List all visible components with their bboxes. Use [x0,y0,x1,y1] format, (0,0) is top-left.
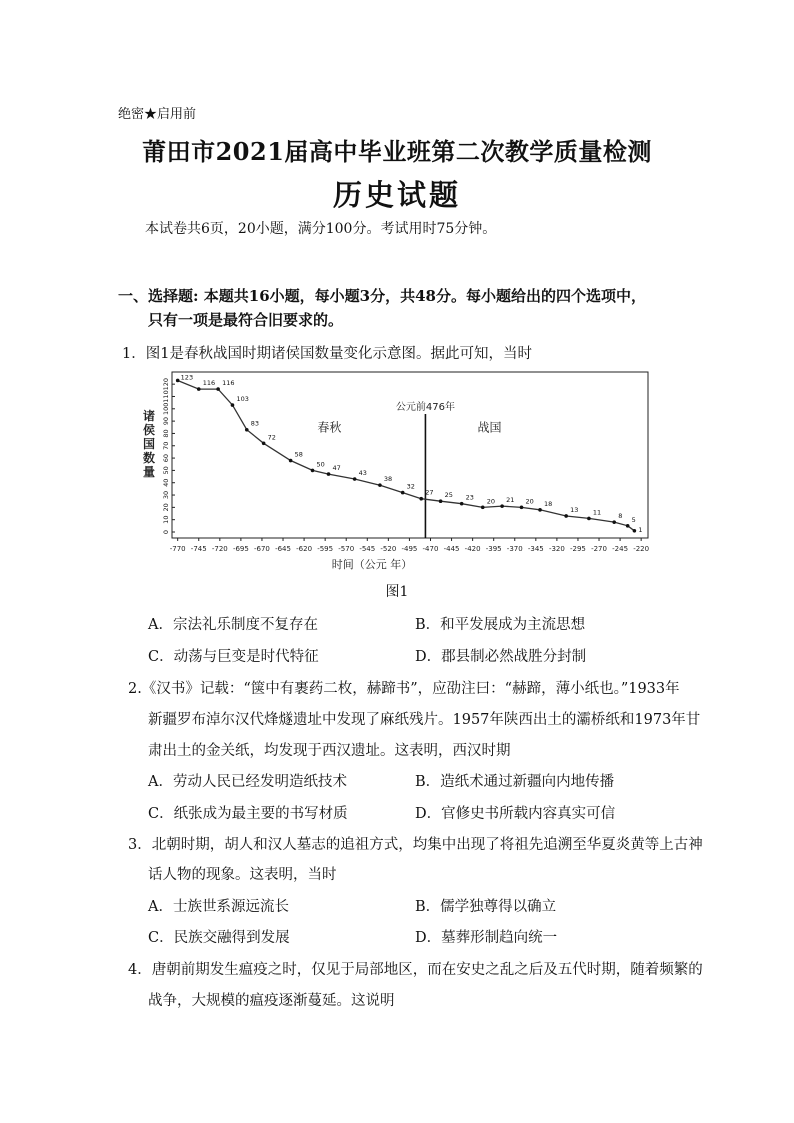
question-2-stem-line3: 肃出土的金关纸，均发现于西汉遗址。这表明，西汉时期 [148,743,511,759]
data-point [520,506,524,510]
x-tick-label: -270 [591,545,607,553]
data-point [460,502,464,506]
question-2-option-a[interactable]: A．劳动人民已经发明造纸技术 [148,774,347,790]
region-label: 春秋 [317,420,342,435]
x-tick-label: -420 [464,545,481,553]
question-2-option-d[interactable]: D．官修史书所载内容真实可信 [415,806,616,822]
data-label: 21 [506,496,515,505]
figure-caption: 图1 [385,584,409,600]
x-tick-label: -245 [612,545,629,553]
exam-subtitle: 历史试题 [332,178,461,212]
question-3-option-c[interactable]: C．民族交融得到发展 [148,930,290,946]
secret-label: 绝密★启用前 [118,107,197,122]
x-tick-label: -570 [338,545,355,553]
y-tick-label: 30 [162,490,170,500]
question-3-option-b[interactable]: B．儒学独尊得以确立 [415,899,557,915]
x-tick-label: -645 [275,545,291,553]
data-point [311,469,315,473]
x-tick-label: -395 [485,545,502,553]
question-2-stem-line2: 新疆罗布淖尔汉代烽燧遗址中发现了麻纸残片。1957年陕西出土的灞桥纸和1973年甘 [148,712,701,728]
data-point [587,517,591,521]
figure-1-chart [130,368,670,576]
y-axis-title-char: 国 [142,437,156,451]
data-label: 20 [525,497,534,506]
data-point [633,529,637,533]
question-1-stem: 1．图1是春秋战国时期诸侯国数量变化示意图。据此可知，当时 [122,346,532,362]
data-label: 18 [544,499,553,508]
question-4-stem-line2: 战争，大规模的瘟疫逐渐蔓延。这说明 [148,993,395,1009]
y-axis-title-char: 数 [142,451,156,465]
x-tick-label: -220 [633,545,650,553]
x-tick-label: -695 [232,545,249,553]
y-tick-label: 80 [162,429,170,438]
data-point [612,520,616,524]
y-tick-label: 0 [162,529,170,535]
x-tick-label: -620 [296,545,313,553]
x-tick-label: -345 [527,545,544,553]
x-tick-label: -370 [506,545,523,553]
y-tick-label: 10 [162,515,170,524]
x-tick-label: -720 [211,545,228,553]
x-tick-label: -670 [254,545,270,553]
data-label: 103 [236,395,249,404]
y-tick-label: 50 [162,466,170,475]
question-2-option-c[interactable]: C．纸张成为最主要的书写材质 [148,806,348,822]
data-label: 13 [570,505,579,514]
question-2-option-b[interactable]: B．造纸术通过新疆向内地传播 [415,774,615,790]
data-point [197,387,201,391]
y-axis-title-char: 量 [142,465,156,479]
data-label: 116 [222,379,235,388]
region-label: 战国 [477,420,502,435]
y-axis-title-char: 诸 [142,409,156,423]
x-tick-label: -520 [380,545,397,553]
y-tick-label: 110 [162,390,170,403]
data-point [327,472,331,476]
x-axis-title: 时间（公元 年） [331,558,413,571]
data-label: 83 [250,419,260,428]
data-point [401,491,405,495]
data-label: 11 [592,508,602,517]
x-tick-label: -745 [190,545,207,553]
data-label: 27 [425,488,434,497]
question-4-stem-line1: 4．唐朝前期发生瘟疫之时，仅见于局部地区，而在安史之乱之后及五代时期，随着频繁的 [128,962,703,978]
data-point [378,483,382,487]
section-heading-line2: 只有一项是最符合旧要求的。 [148,311,344,329]
y-tick-label: 40 [162,478,170,487]
data-label: 23 [465,493,474,502]
divider-label: 公元前476年 [395,402,455,413]
x-tick-label: -470 [422,545,439,553]
data-label: 43 [358,469,367,478]
question-1-option-b[interactable]: B．和平发展成为主流思想 [415,617,586,633]
data-label: 1 [638,525,643,534]
data-point [538,508,542,512]
x-tick-label: -445 [443,545,460,553]
y-tick-label: 20 [162,503,170,512]
data-label: 47 [332,464,341,473]
data-label: 32 [406,482,415,491]
data-point [419,497,423,501]
data-point [245,428,249,432]
question-3-stem-line1: 3．北朝时期，胡人和汉人墓志的追祖方式，均集中出现了将祖先追溯至华夏炎黄等上古神 [128,837,703,853]
x-tick-label: -545 [359,545,376,553]
data-label: 50 [316,460,325,469]
section-heading-line1: 一、选择题: 本题共16小题，每小题3分，共48分。每小题给出的四个选项中， [118,287,646,305]
data-label: 5 [631,515,636,524]
data-point [626,524,630,528]
x-tick-label: -295 [570,545,586,553]
data-label: 38 [383,475,393,484]
data-point [231,403,235,407]
question-3-option-a[interactable]: A．士族世系源远流长 [148,899,289,915]
y-tick-label: 120 [162,377,170,391]
data-point [216,387,220,391]
data-point [289,459,293,463]
x-tick-label: -320 [548,545,565,553]
y-axis-title-char: 侯 [142,423,156,437]
data-label: 20 [486,497,496,506]
data-label: 58 [294,450,303,459]
data-label: 72 [267,433,276,442]
question-1-option-d[interactable]: D．郡县制必然战胜分封制 [415,649,587,665]
data-label: 8 [618,512,623,521]
question-2-stem-line1: 2.《汉书》记载：“箧中有裹药二枚，赫蹄书”，应劭注曰：“赫蹄，薄小纸也。”1933年 [128,681,680,697]
data-label: 116 [202,379,216,388]
y-tick-label: 70 [162,441,170,450]
x-tick-label: -595 [317,545,334,553]
y-tick-label: 60 [162,453,170,463]
question-1-option-c[interactable]: C．动荡与巨变是时代特征 [148,649,319,665]
question-1-option-a[interactable]: A．宗法礼乐制度不复存在 [148,617,318,633]
question-3-stem-line2: 话人物的现象。这表明，当时 [148,867,337,883]
y-tick-label: 90 [162,416,170,426]
data-point [176,379,180,383]
data-point [481,506,485,510]
data-label: 25 [444,491,453,500]
exam-intro: 本试卷共6页，20小题，满分100分。考试用时75分钟。 [145,221,497,237]
x-tick-label: -495 [401,545,418,553]
exam-title: 莆田市2021届高中毕业班第二次教学质量检测 [142,137,652,166]
y-tick-label: 100 [162,402,170,416]
data-point [262,441,266,445]
data-point [500,504,504,508]
data-point [439,499,443,503]
question-3-option-d[interactable]: D．墓葬形制趋向统一 [415,930,558,946]
data-label: 123 [180,373,194,382]
data-point [564,514,568,518]
data-point [353,477,357,481]
x-tick-label: -770 [169,545,186,553]
